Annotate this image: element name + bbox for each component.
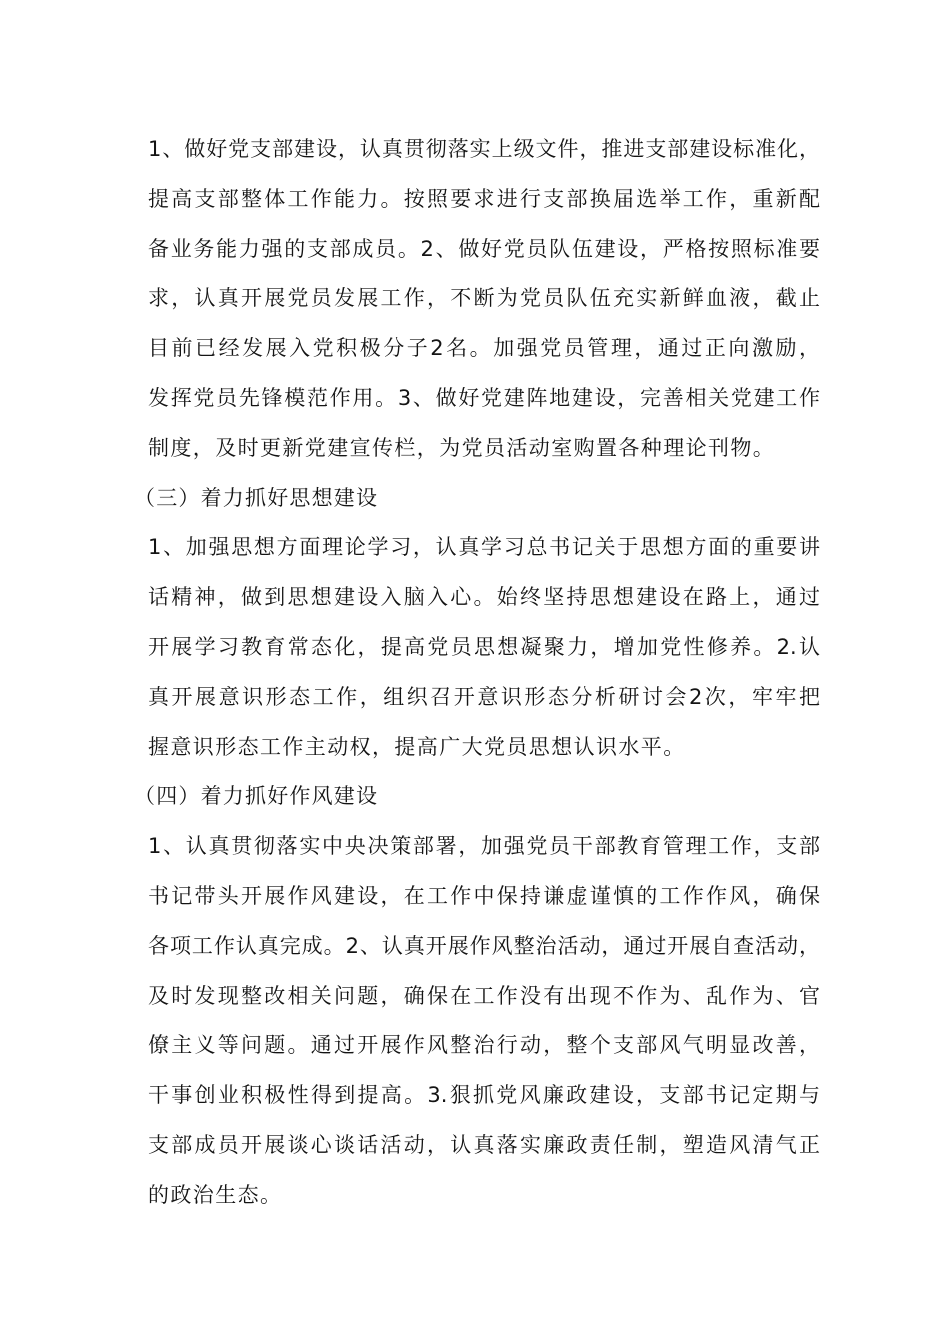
paragraph-line: 干事创业积极性得到提高。3.狠抓党风廉政建设，支部书记定期与 xyxy=(148,1083,820,1108)
paragraph-line: 发挥党员先锋模范作用。3、做好党建阵地建设，完善相关党建工作 xyxy=(148,385,820,410)
document-page xyxy=(134,125,820,1221)
paragraph-line: 握意识形态工作主动权，提高广大党员思想认识水平。 xyxy=(148,734,686,759)
paragraph-line: 1、做好党支部建设，认真贯彻落实上级文件，推进支部建设标准化， xyxy=(148,137,820,161)
section-heading-work-style: （四）着力抓好作风建设 xyxy=(134,784,379,809)
paragraph-line: 开展学习教育常态化，提高党员思想凝聚力，增加党性修养。2.认 xyxy=(148,634,820,659)
paragraph-party-branch-building xyxy=(148,125,820,474)
paragraph-line: 的政治生态。 xyxy=(148,1182,283,1207)
paragraph-work-style-building xyxy=(148,822,820,1220)
section-heading-ideology: （三）着力抓好思想建设 xyxy=(134,485,379,510)
paragraph-line: 书记带头开展作风建设，在工作中保持谦虚谨慎的工作作风，确保 xyxy=(148,883,820,908)
paragraph-line: 真开展意识形态工作，组织召开意识形态分析研讨会2次，牢牢把 xyxy=(148,684,820,709)
paragraph-line: 提高支部整体工作能力。按照要求进行支部换届选举工作，重新配 xyxy=(148,186,820,211)
paragraph-line: 制度，及时更新党建宣传栏，为党员活动室购置各种理论刊物。 xyxy=(148,435,776,460)
paragraph-line: 支部成员开展谈心谈话活动，认真落实廉政责任制，塑造风清气正 xyxy=(148,1132,820,1157)
paragraph-line: 及时发现整改相关问题，确保在工作没有出现不作为、乱作为、官 xyxy=(148,983,820,1008)
paragraph-line: 备业务能力强的支部成员。2、做好党员队伍建设，严格按照标准要 xyxy=(148,236,820,261)
paragraph-line: 1、加强思想方面理论学习，认真学习总书记关于思想方面的重要讲 xyxy=(148,535,820,560)
paragraph-line: 目前已经发展入党积极分子2名。加强党员管理，通过正向激励， xyxy=(148,336,820,361)
paragraph-line: 求，认真开展党员发展工作，不断为党员队伍充实新鲜血液，截止 xyxy=(148,286,820,311)
paragraph-line: 话精神，做到思想建设入脑入心。始终坚持思想建设在路上，通过 xyxy=(148,585,820,610)
paragraph-line: 各项工作认真完成。2、认真开展作风整治活动，通过开展自查活动， xyxy=(148,933,820,958)
paragraph-line: 僚主义等问题。通过开展作风整治行动，整个支部风气明显改善， xyxy=(148,1033,820,1058)
paragraph-line: 1、认真贯彻落实中央决策部署，加强党员干部教育管理工作，支部 xyxy=(148,834,820,859)
paragraph-ideology-building xyxy=(148,523,820,772)
